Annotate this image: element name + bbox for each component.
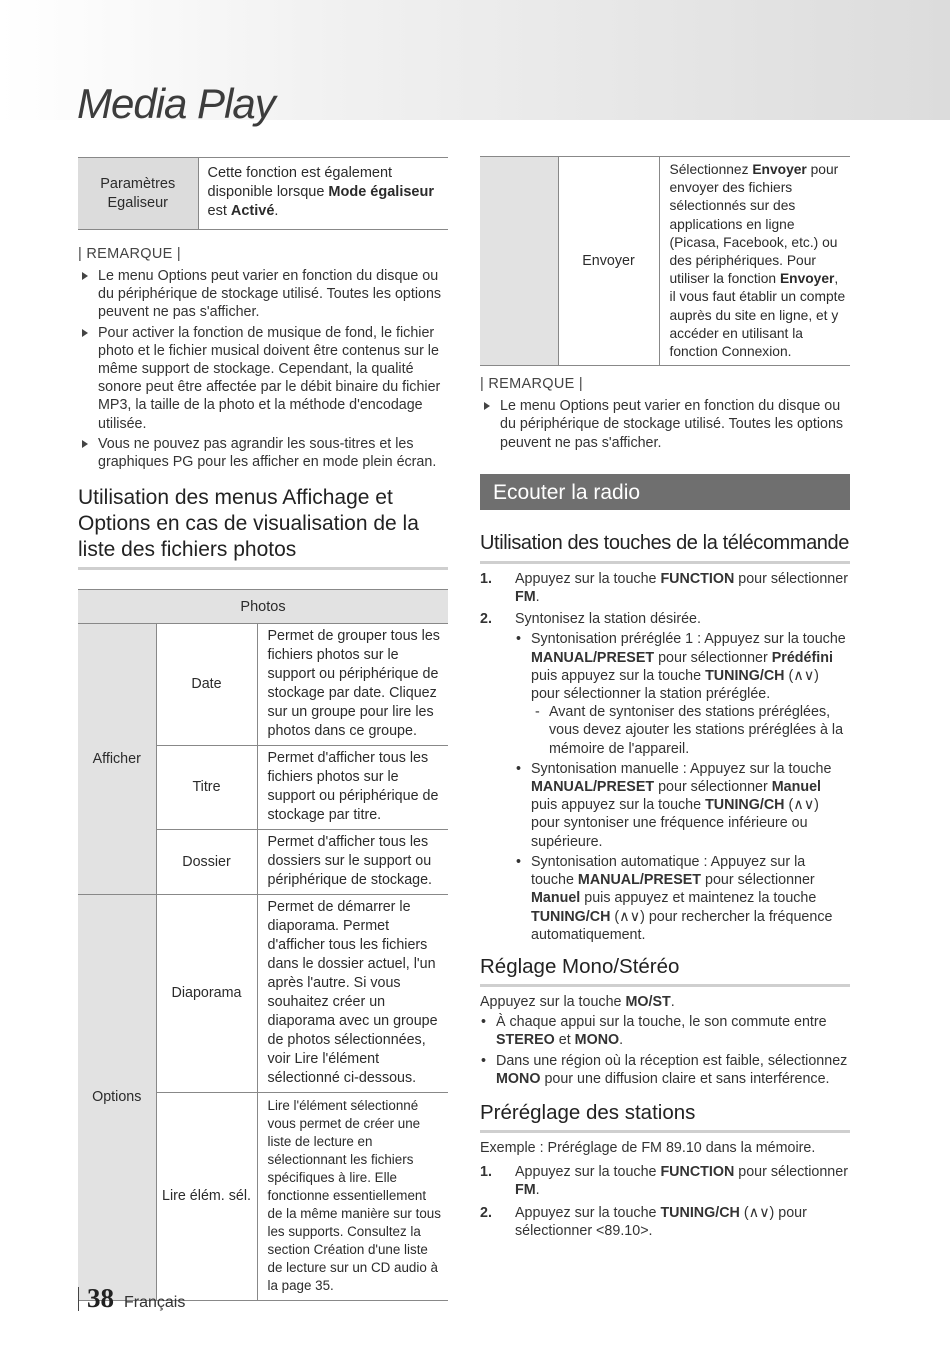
remark-heading: | REMARQUE | xyxy=(480,376,583,393)
row-description: Permet de grouper tous les fichiers photos sur le support ou périphérique de stockage par date. Cliquez sur un groupe pour lire les photos dans ce groupe. xyxy=(257,624,448,746)
list-item: Pour activer la fonction de musique de fond, le fichier photo et le fichier musical doivent être contenus sur le même support de stockage. Cependant, la qualité sonore peut être affectée par le débit binaire du fichier MP3, la taille de la photo et la méthode d'encodage utilisée. xyxy=(78,324,448,433)
section-heading: Utilisation des menus Affichage et Options en cas de visualisation de la liste des fichiers photos xyxy=(78,485,448,570)
list-item: Le menu Options peut varier en fonction du disque ou du périphérique de stockage utilisé. Toutes les options peuvent ne pas s'afficher. xyxy=(78,267,448,322)
mono-intro: Appuyez sur la touche MO/ST. xyxy=(480,993,675,1010)
step-item: 1. Appuyez sur la touche FUNCTION pour sélectionner FM. xyxy=(480,1164,848,1199)
list-item: • Syntonisation préréglée 1 : Appuyez sur la touche MANUAL/PRESET pour sélectionner Prédéfini puis appuyez sur la touche TUNING/CH (∧∨) pour sélectionner la station préréglée. - Avant de syntoniser des stations préréglées, vous devez ajouter les stations préréglées à la mémoire de l'appareil. xyxy=(515,630,850,757)
row-label: Dossier xyxy=(156,830,257,895)
page-language: Français xyxy=(124,1294,186,1311)
table-row xyxy=(78,624,448,746)
row-description: Sélectionnez Envoyer pour envoyer des fichiers sélectionnés sur des applications en ligne (Picasa, Facebook, etc.) ou des périphériques. Pour utiliser la fonction Envoyer, il vous faut établir un compte auprès du site en ligne, et y accéder en utilisant la fonction Connexion. xyxy=(659,157,850,366)
envoyer-table xyxy=(480,156,850,366)
page-title: Media Play xyxy=(77,80,275,127)
list-item: Vous ne pouvez pas agrandir les sous-titres et les graphiques PG pour les afficher en mode plein écran. xyxy=(78,435,448,471)
row-label: Diaporama xyxy=(156,895,257,1093)
left-column xyxy=(78,157,448,1301)
list-item: • À chaque appui sur la touche, le son commute entre STEREO et MONO. xyxy=(480,1013,850,1049)
row-label: Date xyxy=(156,624,257,746)
section-banner: Ecouter la radio xyxy=(480,474,850,510)
row-label: Titre xyxy=(156,746,257,830)
equalizer-label: Paramètres Egaliseur xyxy=(78,158,198,230)
remote-heading: Utilisation des touches de la télécommande xyxy=(480,530,850,564)
right-column xyxy=(480,157,850,1244)
list-item: • Syntonisation automatique : Appuyez sur la touche MANUAL/PRESET pour sélectionner Manuel puis appuyez et maintenez la touche TUNING/CH (∧∨) pour rechercher la fréquence automatiquement. xyxy=(515,853,850,944)
photos-table xyxy=(78,589,448,1301)
equalizer-description: Cette fonction est également disponible lorsque Mode égaliseur est Activé. xyxy=(198,158,448,230)
mono-heading: Réglage Mono/Stéréo xyxy=(480,954,850,987)
row-description: Permet d'afficher tous les dossiers sur le support ou périphérique de stockage. xyxy=(257,830,448,895)
row-description: Permet d'afficher tous les fichiers photos sur le support ou périphérique de stockage par titre. xyxy=(257,746,448,830)
up-down-arrows-icon: (∧∨) xyxy=(788,797,819,814)
up-down-arrows-icon: (∧∨) xyxy=(788,667,819,684)
remark-heading: | REMARQUE | xyxy=(78,246,181,262)
page-header xyxy=(0,0,950,127)
page-number: 38 xyxy=(87,1283,114,1313)
step-item: 1. Appuyez sur la touche FUNCTION pour sélectionner FM. xyxy=(480,570,848,606)
step-item: 2. Syntonisez la station désirée. • Syntonisation préréglée 1 : Appuyez sur la touche MANUAL/PRESET pour sélectionner Prédéfini puis appuyez sur la touche TUNING/CH (∧∨) pour sélectionner la station préréglée. - Avant de syntoniser des stations préréglées, vous devez ajouter les stations préréglées à la mémoire de l'appareil. • Syntonisation manuelle : Appuyez sur la touche MANUAL/PRESET pour sélectionner Manuel puis appuyez sur la touche TUNING/CH (∧∨) pour syntoniser une fréquence inférieure ou supérieure. • Syntonisation automatique : Appuyez sur la touche MANUAL/PRESET pour sélectionner Manuel puis appuyez et maintenez la touche TUNING/CH (∧∨) pour rechercher la fréquence automatiquement. xyxy=(480,610,850,944)
remark-list xyxy=(480,397,850,452)
list-item: - Avant de syntoniser des stations préréglées, vous devez ajouter les stations préréglées à la mémoire de l'appareil. xyxy=(531,703,850,758)
table-row xyxy=(78,895,448,1093)
row-label: Lire élém. sél. xyxy=(156,1093,257,1301)
preset-heading: Préréglage des stations xyxy=(480,1100,850,1133)
footer-divider xyxy=(78,1287,79,1311)
preset-steps xyxy=(480,1163,850,1240)
table-row xyxy=(480,157,850,366)
step-item: 2. Appuyez sur la touche TUNING/CH (∧∨) pour sélectionner <89.10>. xyxy=(480,1204,807,1239)
group-label-options: Options xyxy=(78,895,156,1301)
up-down-arrows-icon: (∧∨) xyxy=(614,908,645,925)
remote-steps xyxy=(480,570,850,944)
remark-list xyxy=(78,267,448,471)
equalizer-table xyxy=(78,157,448,230)
tuning-options xyxy=(515,630,850,943)
row-description: Permet de démarrer le diaporama. Permet d'afficher tous les fichiers dans le dossier actuel, l'un après l'autre. Si vous souhaitez créer un diaporama avec un groupe de photos sélectionnées, voir Lire l'élément sélectionné ci-dessous. xyxy=(257,895,448,1093)
page-footer xyxy=(78,1283,185,1314)
mono-list xyxy=(480,1013,850,1088)
list-item: Le menu Options peut varier en fonction du disque ou du périphérique de stockage utilisé. Toutes les options peuvent ne pas s'afficher. xyxy=(480,397,850,452)
row-description: Lire l'élément sélectionné vous permet de créer une liste de lecture en sélectionnant les fichiers spécifiques à lire. Elle fonctionne essentiellement de la même manière sur tous les supports. Consultez la section Création d'une liste de lecture sur un CD audio à la page 35. xyxy=(257,1093,448,1301)
row-label: Envoyer xyxy=(558,157,659,366)
table-header: Photos xyxy=(78,590,448,624)
preset-example: Exemple : Préréglage de FM 89.10 dans la mémoire. xyxy=(480,1139,816,1156)
list-item: • Dans une région où la réception est faible, sélectionnez MONO pour une diffusion claire et sans interférence. xyxy=(480,1052,850,1088)
group-label-afficher: Afficher xyxy=(78,624,156,895)
group-cell xyxy=(480,157,558,366)
list-item: • Syntonisation manuelle : Appuyez sur la touche MANUAL/PRESET pour sélectionner Manuel puis appuyez sur la touche TUNING/CH (∧∨) pour syntoniser une fréquence inférieure ou supérieure. xyxy=(515,760,850,851)
